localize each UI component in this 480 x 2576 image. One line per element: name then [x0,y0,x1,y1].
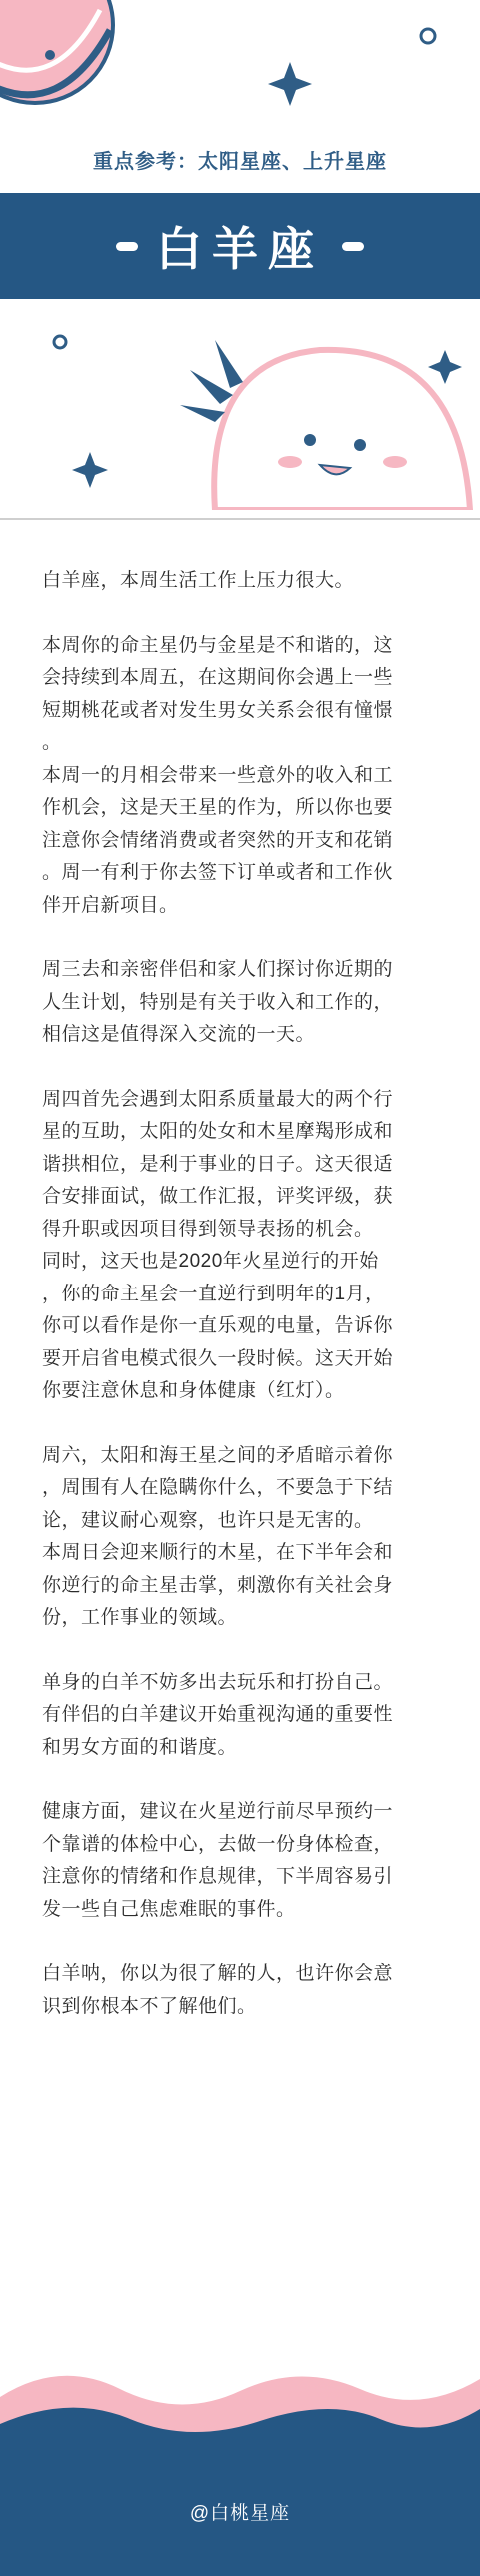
small-circle-icon [54,336,66,348]
paragraph: 白羊呐，你以为很了解的人，也许你会意 识到你根本不了解他们。 [42,1963,394,2017]
author-signature: @白桃星座 [189,2503,291,2524]
sparkle-star-icon [268,62,312,106]
bottom-wave-decoration [0,2349,480,2576]
small-circle-icon [421,29,435,43]
paragraph: 周四首先会遇到太阳系质量最大的两个行 星的互助，太阳的处女和木星摩羯形成和 谐拱相位，是利于事业的日子。这天很适 合安排面试，做工作汇报，评奖评级，获 得升职或因项目得到领导表扬的机会。 [42,1088,394,1240]
paragraph: 单身的白羊不妨多出去玩乐和打扮自己。 有伴侣的白羊建议开始重视沟通的重要性 和男女方面的和谐度。 [42,1671,394,1758]
paragraph: 本周你的命主星仍与金星是不和谐的，这 会持续到本周五，在这期间你会遇上一些 短期桃花或者对发生男女关系会很有憧憬 。 [42,634,394,753]
title-dash-right [342,242,364,251]
paragraph: 本周一的月相会带来一些意外的收入和工 作机会，这是天王星的作为，所以你也要 注意你会情绪消费或者突然的开支和花销 。周一有利于你去签下订单或者和工作伙 伴开启新项目。 [42,764,394,916]
title-banner [0,193,480,299]
paragraph: 健康方面，建议在火星逆行前尽早预约一 个靠谱的体检中心，去做一份身体检查， 注意你的情绪和作息规律，下半周容易引 发一些自己焦虑难眠的事件。 [42,1801,394,1920]
paragraph: 周六，太阳和海王星之间的矛盾暗示着你 ，周围有人在隐瞒你什么，不要急于下结 论，建议耐心观察，也许只是无害的。 [42,1444,394,1531]
paragraph: 周三去和亲密伴侣和家人们探讨你近期的 人生计划，特别是有关于收入和工作的， 相信这是值得深入交流的一天。 [42,959,394,1045]
smiling-face-mascot [180,340,470,510]
paragraph: 同时，这天也是2020年火星逆行的开始 ，你的命主星会一直逆行到明年的1月， 你可以看作是你一直乐观的电量，告诉你 要开启省电模式很久一段时候。这天开始 你要注意休息和身体健康（红灯）。 [42,1251,394,1401]
sparkle-star-icon [428,350,462,384]
top-decoration [0,0,480,140]
mascot-illustration [0,300,480,510]
reference-subtitle: 重点参考：太阳星座、上升星座 [93,151,387,173]
planet-illustration [0,0,113,103]
sparkle-star-icon [72,452,108,488]
paragraph: 本周日会迎来顺行的木星，在下半年会和 你逆行的命主星击掌，刺激你有关社会身 份，工作事业的领域。 [42,1542,394,1628]
horoscope-text [42,565,442,2023]
zodiac-title: 白羊座 [156,223,324,275]
paragraph: 白羊座，本周生活工作上压力很大。 [42,570,355,591]
section-divider [0,518,480,520]
title-dash-left [116,242,138,251]
